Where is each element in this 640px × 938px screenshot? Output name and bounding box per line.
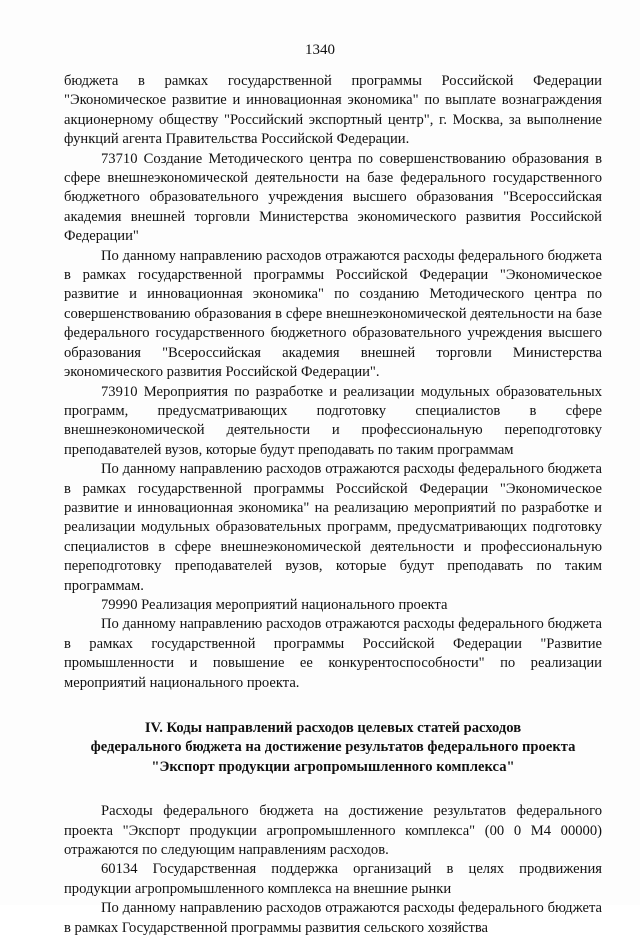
paragraph-section-intro: Расходы федерального бюджета на достижение результатов федерального проекта "Экспорт продукции агропромышленного комплекса" (00 0 М4 00000) отражаются по следующим направлениям расходов. (64, 803, 602, 859)
paragraph-code-60134-title: 60134 Государственная поддержка организаций в целях продвижения продукции агропромышленного комплекса на внешние рынки (64, 861, 602, 897)
section-heading-line-2: федерального бюджета на достижение результатов федерального проекта (90, 739, 576, 756)
paragraph-code-73710-description: По данному направлению расходов отражаются расходы федерального бюджета в рамках государственной программы Российской Федерации "Экономическое развитие и инновационная экономика" по созданию Методического центра по совершенствованию образования в сфере внешнеэкономической деятельности на базе федерального государственного бюджетного образовательного учреждения высшего образования "Всероссийская академия внешней торговли Министерства экономического развития Российской Федерации". (64, 247, 602, 381)
page-number: 1340 (305, 42, 335, 58)
section-heading-line-1: IV. Коды направлений расходов целевых статей расходов (144, 720, 522, 736)
section-heading (64, 719, 602, 777)
paragraph-code-73910-description: По данному направлению расходов отражаются расходы федерального бюджета в рамках государственной программы Российской Федерации "Экономическое развитие и инновационная экономика" на реализацию мероприятий по разработке и реализации модульных образовательных программ, предусматривающих подготовку специалистов в сфере внешнеэкономической деятельности и профессиональную переподготовку преподавателей вузов, которые будут преподавать по таким программам. (64, 461, 602, 594)
paragraph-code-79990-title: 79990 Реализация мероприятий национального проекта (101, 596, 448, 613)
paragraph-continuation: бюджета в рамках государственной программы Российской Федерации "Экономическое развитие и инновационная экономика" по выплате вознаграждения акционерному обществу "Российский экспортный центр", г. Москва, за выполнение функций агента Правительства Российской Федерации. (64, 73, 602, 148)
section-heading-line-3: "Экспорт продукции агропромышленного комплекса" (151, 758, 515, 775)
document-body (64, 72, 602, 938)
paragraph-code-73910-title: 73910 Мероприятия по разработке и реализации модульных образовательных программ, предусматривающих подготовку специалистов в сфере внешнеэкономической деятельности и профессиональную переподготовку преподавателей вузов, которые будут преподавать по таким программам (64, 383, 602, 458)
paragraph-code-79990-description: По данному направлению расходов отражаются расходы федерального бюджета в рамках государственной программы Российской Федерации "Развитие промышленности и повышение ее конкурентоспособности" по реализации мероприятий национального проекта. (64, 616, 602, 691)
paragraph-code-73710-title: 73710 Создание Методического центра по совершенствованию образования в сфере внешнеэкономической деятельности на базе федерального государственного бюджетного образовательного учреждения высшего образования "Всероссийская академия внешней торговли Министерства экономического развития Российской Федерации" (64, 150, 602, 245)
paragraph-code-60134-description: По данному направлению расходов отражаются расходы федерального бюджета в рамках Государственной программы развития сельского хозяйства (64, 900, 602, 936)
